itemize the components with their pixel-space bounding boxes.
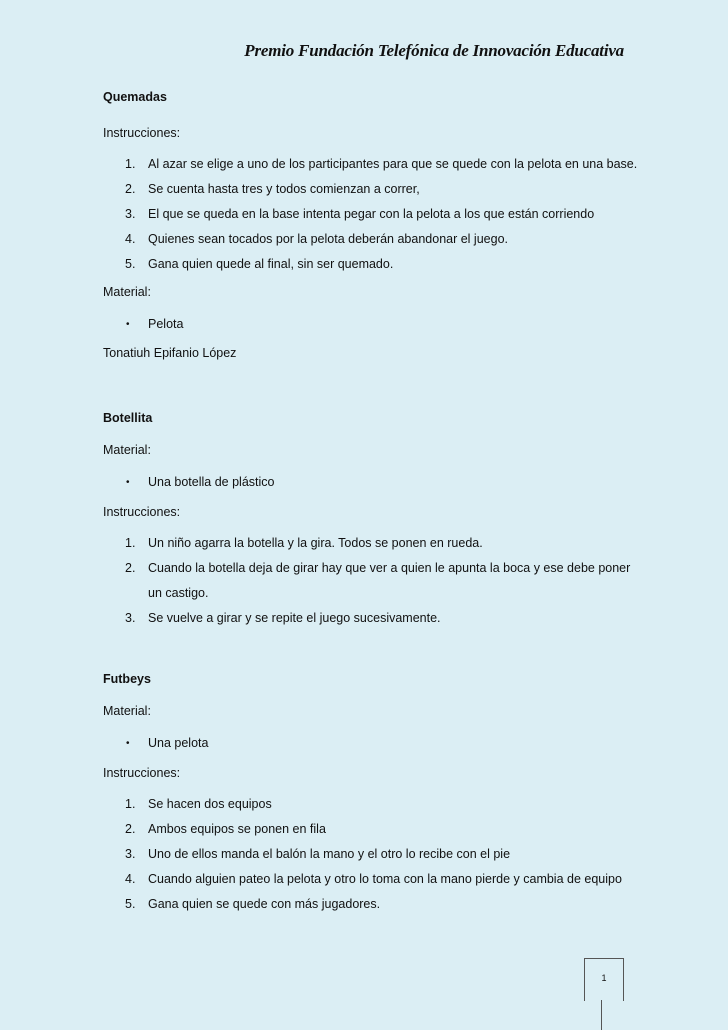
instructions-label: Instrucciones:	[103, 766, 181, 780]
list-number: 3.	[125, 847, 136, 861]
instructions-list	[103, 792, 633, 917]
list-number: 5.	[125, 897, 136, 911]
bullet-icon: •	[126, 738, 130, 749]
list-item: 2. Se cuenta hasta tres y todos comienzan a correr,	[103, 177, 633, 202]
instructions-label: Instrucciones:	[103, 505, 181, 519]
material-label: Material:	[103, 443, 151, 457]
list-item: • Una botella de plástico	[103, 470, 633, 495]
list-number: 1.	[125, 157, 136, 171]
material-label: Material:	[103, 285, 151, 299]
list-item: 3. El que se queda en la base intenta pegar con la pelota a los que están corriendo	[103, 202, 633, 227]
list-item: 3. Se vuelve a girar y se repite el juego sucesivamente.	[103, 606, 633, 631]
list-item: 5. Gana quien quede al final, sin ser quemado.	[103, 252, 633, 277]
section-botellita	[103, 407, 633, 631]
list-number: 2.	[125, 182, 136, 196]
list-number: 1.	[125, 536, 136, 550]
list-number: 4.	[125, 232, 136, 246]
list-item: 4. Cuando alguien pateo la pelota y otro lo toma con la mano pierde y cambia de equipo	[103, 867, 633, 892]
footer-divider	[601, 1000, 602, 1030]
section-futbeys	[103, 668, 633, 917]
material-list	[103, 731, 633, 756]
material-label: Material:	[103, 704, 151, 718]
list-item: 5. Gana quien se quede con más jugadores.	[103, 892, 633, 917]
list-number: 4.	[125, 872, 136, 886]
page-number-box	[584, 958, 624, 1001]
list-item: 3. Uno de ellos manda el balón la mano y el otro lo recibe con el pie	[103, 842, 633, 867]
list-number: 3.	[125, 207, 136, 221]
bullet-icon: •	[126, 319, 130, 330]
author-name: Tonatiuh Epifanio López	[103, 346, 237, 360]
document-body	[103, 86, 638, 917]
bullet-icon: •	[126, 477, 130, 488]
instructions-label: Instrucciones:	[103, 126, 181, 140]
list-number: 2.	[125, 822, 136, 836]
section-title: Futbeys	[103, 672, 151, 686]
list-number: 2.	[125, 561, 136, 575]
page-number: 1	[601, 973, 607, 983]
list-number: 1.	[125, 797, 136, 811]
list-item: • Una pelota	[103, 731, 633, 756]
list-item: 4. Quienes sean tocados por la pelota deberán abandonar el juego.	[103, 227, 633, 252]
material-list	[103, 470, 633, 495]
section-title: Quemadas	[103, 90, 167, 104]
list-item: 1. Se hacen dos equipos	[103, 792, 633, 817]
list-item: 2. Cuando la botella deja de girar hay que ver a quien le apunta la boca y ese debe poner un castigo.	[103, 556, 633, 606]
instructions-list	[103, 152, 638, 277]
instructions-list	[103, 531, 633, 631]
section-quemadas	[103, 86, 638, 370]
list-item: 2. Ambos equipos se ponen en fila	[103, 817, 633, 842]
material-list	[103, 312, 633, 337]
list-item: 1. Un niño agarra la botella y la gira. Todos se ponen en rueda.	[103, 531, 633, 556]
list-item: • Pelota	[103, 312, 633, 337]
section-title: Botellita	[103, 411, 153, 425]
list-number: 3.	[125, 611, 136, 625]
list-item: 1. Al azar se elige a uno de los participantes para que se quede con la pelota en una base.	[103, 152, 633, 177]
list-number: 5.	[125, 257, 136, 271]
document-header: Premio Fundación Telefónica de Innovación Educativa	[244, 41, 624, 60]
